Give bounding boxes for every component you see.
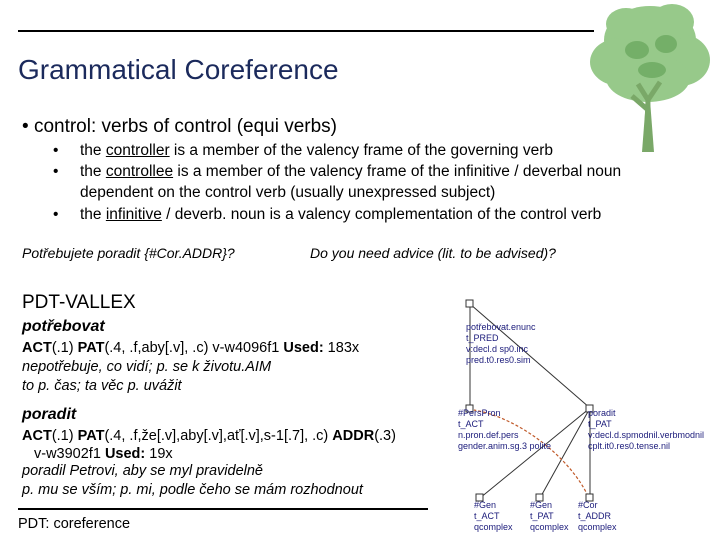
- tree-por-l3: v:decl.d.spmodnil.verbmodnil: [588, 430, 705, 440]
- bullet-control: [22, 116, 337, 138]
- tree-gen2-l2: t_PAT: [530, 511, 554, 521]
- tree-cor-l3: qcomplex: [578, 522, 617, 532]
- tree-edge: [480, 408, 590, 498]
- tree-root-l1: potřebovat.enunc: [466, 322, 536, 332]
- sub-bullet-dot: •: [53, 206, 59, 223]
- link-infinitive[interactable]: infinitive: [105, 206, 162, 223]
- tree-edge: [540, 408, 590, 498]
- tree-node-root: [466, 300, 473, 307]
- entry1-example-1: nepotřebuje, co vidí; p. se k životu.AIM: [22, 359, 272, 375]
- bullet-text: control: verbs of control (equi verbs): [33, 116, 338, 137]
- footer-text: PDT: coreference: [18, 516, 131, 532]
- entry-lemma-potrebovat: potřebovat: [22, 318, 105, 335]
- tree-pers-l4: gender.anim.sg.3 polite: [458, 441, 552, 451]
- bullet-dot: •: [22, 116, 34, 137]
- tree-por-l2: t_PAT: [588, 419, 612, 429]
- tree-pers-l2: t_ACT: [458, 419, 484, 429]
- tree-cor-l1: #Cor: [578, 500, 598, 510]
- link-controller[interactable]: controller: [105, 142, 170, 159]
- tree-pers-l1: #PersPron: [458, 408, 501, 418]
- example-czech: Potřebujete poradit {#Cor.ADDR}?: [22, 245, 235, 261]
- entry1-frame: ACT(.1) PAT(.4, .f,aby[.v], .c) v-w4096f1 Used: 183x: [22, 340, 360, 356]
- entry2-example-2: p. mu se vším; p. mi, podle čeho se mám rozhodnout: [22, 482, 363, 498]
- title-rule: [18, 30, 594, 32]
- tree-pers-l3: n.pron.def.pers: [458, 430, 519, 440]
- tree-gen-l1: #Gen: [474, 500, 497, 510]
- tree-root-l4: pred.t0.res0.sim: [466, 355, 531, 365]
- entry-lemma-poradit: poradit: [22, 406, 77, 423]
- tree-illustration: [582, 0, 717, 155]
- footer-rule: [18, 508, 428, 510]
- tree-por-l1: poradit: [588, 408, 616, 418]
- sub-bullet-dot: •: [53, 163, 59, 180]
- slide-title: Grammatical Coreference: [18, 54, 339, 85]
- entry2-frame-cont: v-w3902f1 Used: 19x: [34, 446, 173, 462]
- tectogrammatical-tree: [440, 298, 720, 540]
- entry1-example-2: to p. čas; ta věc p. uvážit: [22, 378, 182, 394]
- entry2-frame: ACT(.1) PAT(.4, .f,že[.v],aby[.v],ať[.v],s-1[.7], .c) ADDR(.3): [22, 428, 396, 444]
- tree-gen-l3: qcomplex: [474, 522, 513, 532]
- tree-gen2-l3: qcomplex: [530, 522, 569, 532]
- sub-bullet-dot: •: [53, 142, 59, 159]
- tree-por-l4: cplt.it0.res0.tense.nil: [588, 441, 671, 451]
- vallex-heading: PDT-VALLEX: [22, 292, 136, 313]
- tree-root-l3: v:decl.d sp0.inc: [466, 344, 529, 354]
- coref-arrow: [474, 410, 588, 496]
- tree-cor-l2: t_ADDR: [578, 511, 612, 521]
- tree-root-l2: t_PRED: [466, 333, 499, 343]
- example-english: Do you need advice (lit. to be advised)?: [310, 245, 556, 261]
- tree-gen-l2: t_ACT: [474, 511, 500, 521]
- tree-gen2-l1: #Gen: [530, 500, 553, 510]
- link-controllee[interactable]: controllee: [105, 163, 174, 180]
- entry2-example-1: poradil Petrovi, aby se myl pravidelně: [22, 463, 263, 479]
